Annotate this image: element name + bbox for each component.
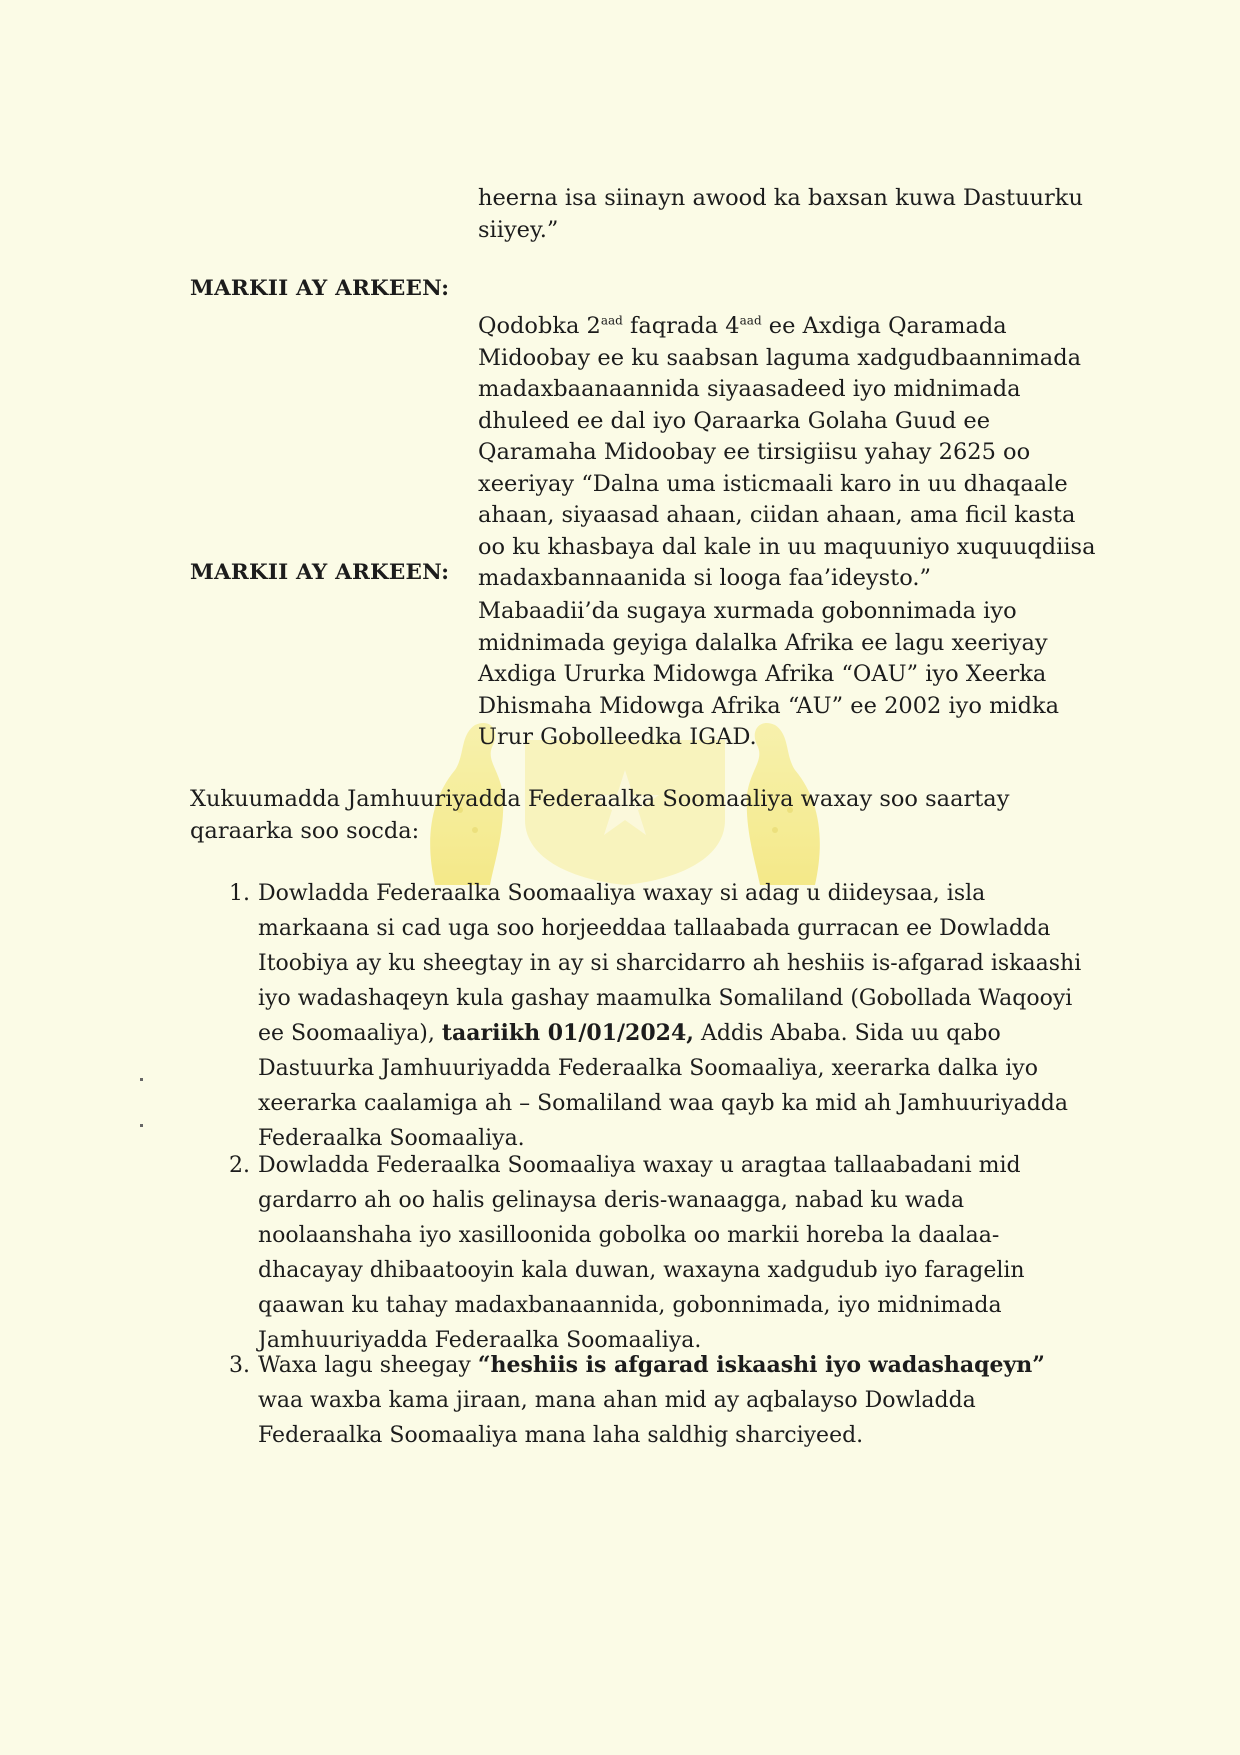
item-text: Dowladda Federaalka Soomaaliya waxay u aragtaa tallaabadani mid gardarro ah oo halis gelinaysa deris-wanaagga, nabad ku wada noolaanshaha iyo xasilloonida gobolka oo markii horeba la daalaa-dhacayay dhibaatooyin kala duwan, waxayna xadgudub iyo faragelin qaawan ku tahay madaxbanaannida, gobonnimada, iyo midnimada Jamhuuriyadda Federaalka Soomaaliya. [258,1153,1025,1353]
item-number: 1. [229,881,250,906]
clause-un-charter [478,311,1098,595]
item-bold-date: taariikh 01/01/2024, [441,1020,694,1046]
resolution-item [190,1148,1090,1358]
item-bold-quote: “heshiis is afgarad iskaashi iyo wadashaqeyn” [477,1352,1045,1378]
ordinal-suffix: aad [739,313,762,328]
clause-un-part1: Qodobka 2 [478,313,601,339]
section-label-first: MARKII AY ARKEEN: [190,276,450,301]
item-text-part: Waxa lagu sheegay [258,1353,478,1378]
resolution-intro: Xukuumadda Jamhuuriyadda Federaalka Soomaaliya waxay soo saartay qaraarka soo socda: [190,786,1010,844]
item-text [258,1348,1090,1453]
item-number: 2. [229,1153,250,1178]
ordinal-suffix: aad [600,313,623,328]
item-text [258,876,1090,1156]
item-text-part: Dowladda Federaalka Soomaaliya waxay si adag u diideysaa, isla markaana si cad uga soo horjeeddaa tallaabada gurracan ee Dowladda Itoobiya ay ku sheegtay in ay si sharcidarro ah heshiis is-afgarad iskaashi iyo wadashaqeyn kula gashay maamulka Somaliland (Gobollada Waqooyi ee Soomaaliya), [258,881,1082,1046]
resolution-item [190,876,1090,1156]
item-number: 3. [229,1353,250,1378]
item-text-part: waa waxba kama jiraan, mana ahan mid ay aqbalayso Dowladda Federaalka Soomaaliya mana laha saldhig sharciyeed. [258,1388,976,1448]
margin-mark [140,1124,143,1127]
clause-au-charter: Mabaadii’da sugaya xurmada gobonnimada iyo midnimada geyiga dalalka Afrika ee lagu xeeriyay Axdiga Ururka Midowga Afrika “OAU” iyo Xeerka Dhismaha Midowga Afrika “AU” ee 2002 iyo midka Urur Gobolleedka IGAD. [478,598,1060,750]
section-label-second: MARKII AY ARKEEN: [190,560,450,585]
intro-continuation: heerna isa siinayn awood ka baxsan kuwa Dastuurku siiyey.” [478,185,1083,243]
item-text-part: Addis Ababa. Sida uu qabo Dastuurka Jamhuuriyadda Federaalka Soomaaliya, xeerarka dalka iyo xeerarka caalamiga ah – Somaliland waa qayb ka mid ah Jamhuuriyadda Federaalka Soomaaliya. [258,1021,1069,1151]
clause-un-part2: faqrada 4 [622,313,740,339]
margin-mark [140,1078,143,1081]
resolution-item [190,1348,1090,1453]
clause-un-part3: ee Axdiga Qaramada Midoobay ee ku saabsan laguma xadgudbaannimada madaxbaanaannida siyaasadeed iyo midnimada dhuleed ee dal iyo Qaraarka Golaha Guud ee Qaramaha Midoobay ee tirsigiisu yahay 2625 oo xeeriyay “Dalna uma isticmaali karo in uu dhaqaale ahaan, siyaasad ahaan, ciidan ahaan, ama ficil kasta oo ku khasbaya dal kale in uu maquuniyo xuquuqdiisa madaxbannaanida si looga faa’ideysto.” [478,313,1096,591]
